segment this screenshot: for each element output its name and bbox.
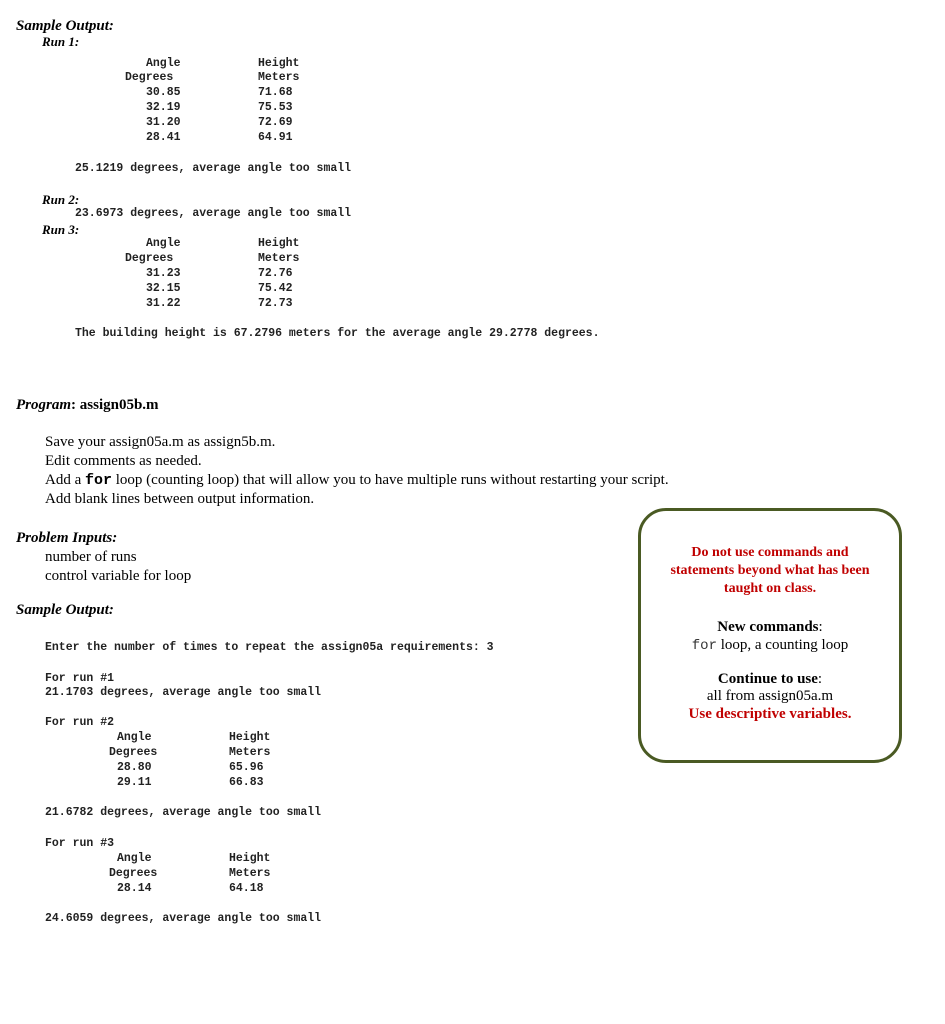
for-run-1-result: 21.1703 degrees, average angle too small [45, 686, 322, 699]
sample-output-heading-2: Sample Output: [16, 602, 114, 618]
angle-unit: Degrees [125, 252, 174, 265]
instruction-line-4: Add blank lines between output information. [45, 491, 315, 507]
table-cell-angle: 32.15 [146, 282, 181, 295]
run-2-result: 23.6973 degrees, average angle too small [75, 207, 352, 220]
table-cell-angle: 31.23 [146, 267, 181, 280]
instruction-line-1: Save your assign05a.m as assign5b.m. [45, 434, 276, 450]
instruction-line-3-pre: Add a [45, 472, 85, 488]
for-run-1-label: For run #1 [45, 672, 115, 685]
table-cell-angle: 30.85 [146, 86, 181, 99]
continue-text: all from assign05a.m [706, 688, 834, 704]
descriptive-variables-note: Use descriptive variables. [688, 706, 852, 722]
table-cell-height: 64.18 [229, 882, 264, 895]
for-run-2-result: 21.6782 degrees, average angle too small [45, 806, 322, 819]
repeat-prompt: Enter the number of times to repeat the assign05a requirements: 3 [45, 641, 494, 654]
table-cell-angle: 28.14 [117, 882, 152, 895]
angle-header: Angle [117, 852, 152, 865]
run-3-label: Run 3: [42, 222, 80, 237]
continue-label: Continue to use [717, 671, 818, 687]
program-colon: : [71, 397, 80, 413]
callout-warning-line-3: taught on class. [723, 581, 817, 596]
new-commands-colon: : [818, 619, 823, 635]
height-header: Height [258, 57, 300, 70]
for-run-2-label: For run #2 [45, 716, 115, 729]
continue-heading [641, 670, 899, 688]
run-2-label: Run 2: [42, 192, 80, 207]
height-unit: Meters [258, 71, 300, 84]
run-1-label: Run 1: [42, 34, 80, 49]
for-keyword: for [85, 472, 113, 489]
angle-unit: Degrees [109, 867, 158, 880]
program-label: Program [16, 397, 72, 413]
run-1-result: 25.1219 degrees, average angle too small [75, 162, 352, 175]
new-commands-text: loop, a counting loop [716, 637, 849, 653]
table-cell-height: 75.53 [258, 101, 293, 114]
problem-input-item: number of runs [45, 549, 137, 565]
program-heading [16, 397, 159, 414]
angle-header: Angle [146, 237, 181, 250]
table-cell-height: 65.96 [229, 761, 264, 774]
angle-header: Angle [146, 57, 181, 70]
table-cell-height: 64.91 [258, 131, 293, 144]
height-unit: Meters [229, 746, 271, 759]
for-keyword: for [691, 638, 717, 654]
table-cell-angle: 28.80 [117, 761, 152, 774]
table-cell-height: 72.76 [258, 267, 293, 280]
angle-header: Angle [117, 731, 152, 744]
table-cell-height: 75.42 [258, 282, 293, 295]
problem-input-item: control variable for loop [45, 568, 192, 584]
instruction-line-3 [45, 472, 669, 489]
height-header: Height [229, 852, 271, 865]
for-run-3-label: For run #3 [45, 837, 115, 850]
new-commands-line [641, 636, 899, 654]
table-cell-angle: 32.19 [146, 101, 181, 114]
run-3-result: The building height is 67.2796 meters for the average angle 29.2778 degrees. [75, 327, 600, 340]
instruction-line-2: Edit comments as needed. [45, 453, 202, 469]
requirements-callout [638, 508, 902, 763]
angle-unit: Degrees [125, 71, 174, 84]
table-cell-height: 72.69 [258, 116, 293, 129]
program-filename: assign05b.m [79, 397, 159, 413]
table-cell-height: 71.68 [258, 86, 293, 99]
height-unit: Meters [258, 252, 300, 265]
sample-output-heading: Sample Output: [16, 18, 114, 34]
new-commands-heading [641, 618, 899, 636]
table-cell-angle: 31.20 [146, 116, 181, 129]
height-header: Height [258, 237, 300, 250]
table-cell-angle: 31.22 [146, 297, 181, 310]
instruction-line-3-post: loop (counting loop) that will allow you to have multiple runs without restarting your script. [112, 472, 669, 488]
angle-unit: Degrees [109, 746, 158, 759]
for-run-3-result: 24.6059 degrees, average angle too small [45, 912, 322, 925]
table-cell-angle: 28.41 [146, 131, 181, 144]
height-header: Height [229, 731, 271, 744]
table-cell-height: 72.73 [258, 297, 293, 310]
table-cell-height: 66.83 [229, 776, 264, 789]
continue-colon: : [817, 671, 823, 687]
table-cell-angle: 29.11 [117, 776, 152, 789]
problem-inputs-heading: Problem Inputs: [16, 530, 118, 546]
new-commands-label: New commands [717, 619, 819, 635]
callout-warning-line-2: statements beyond what has been [670, 563, 870, 578]
height-unit: Meters [229, 867, 271, 880]
callout-warning-line-1: Do not use commands and [691, 545, 849, 560]
